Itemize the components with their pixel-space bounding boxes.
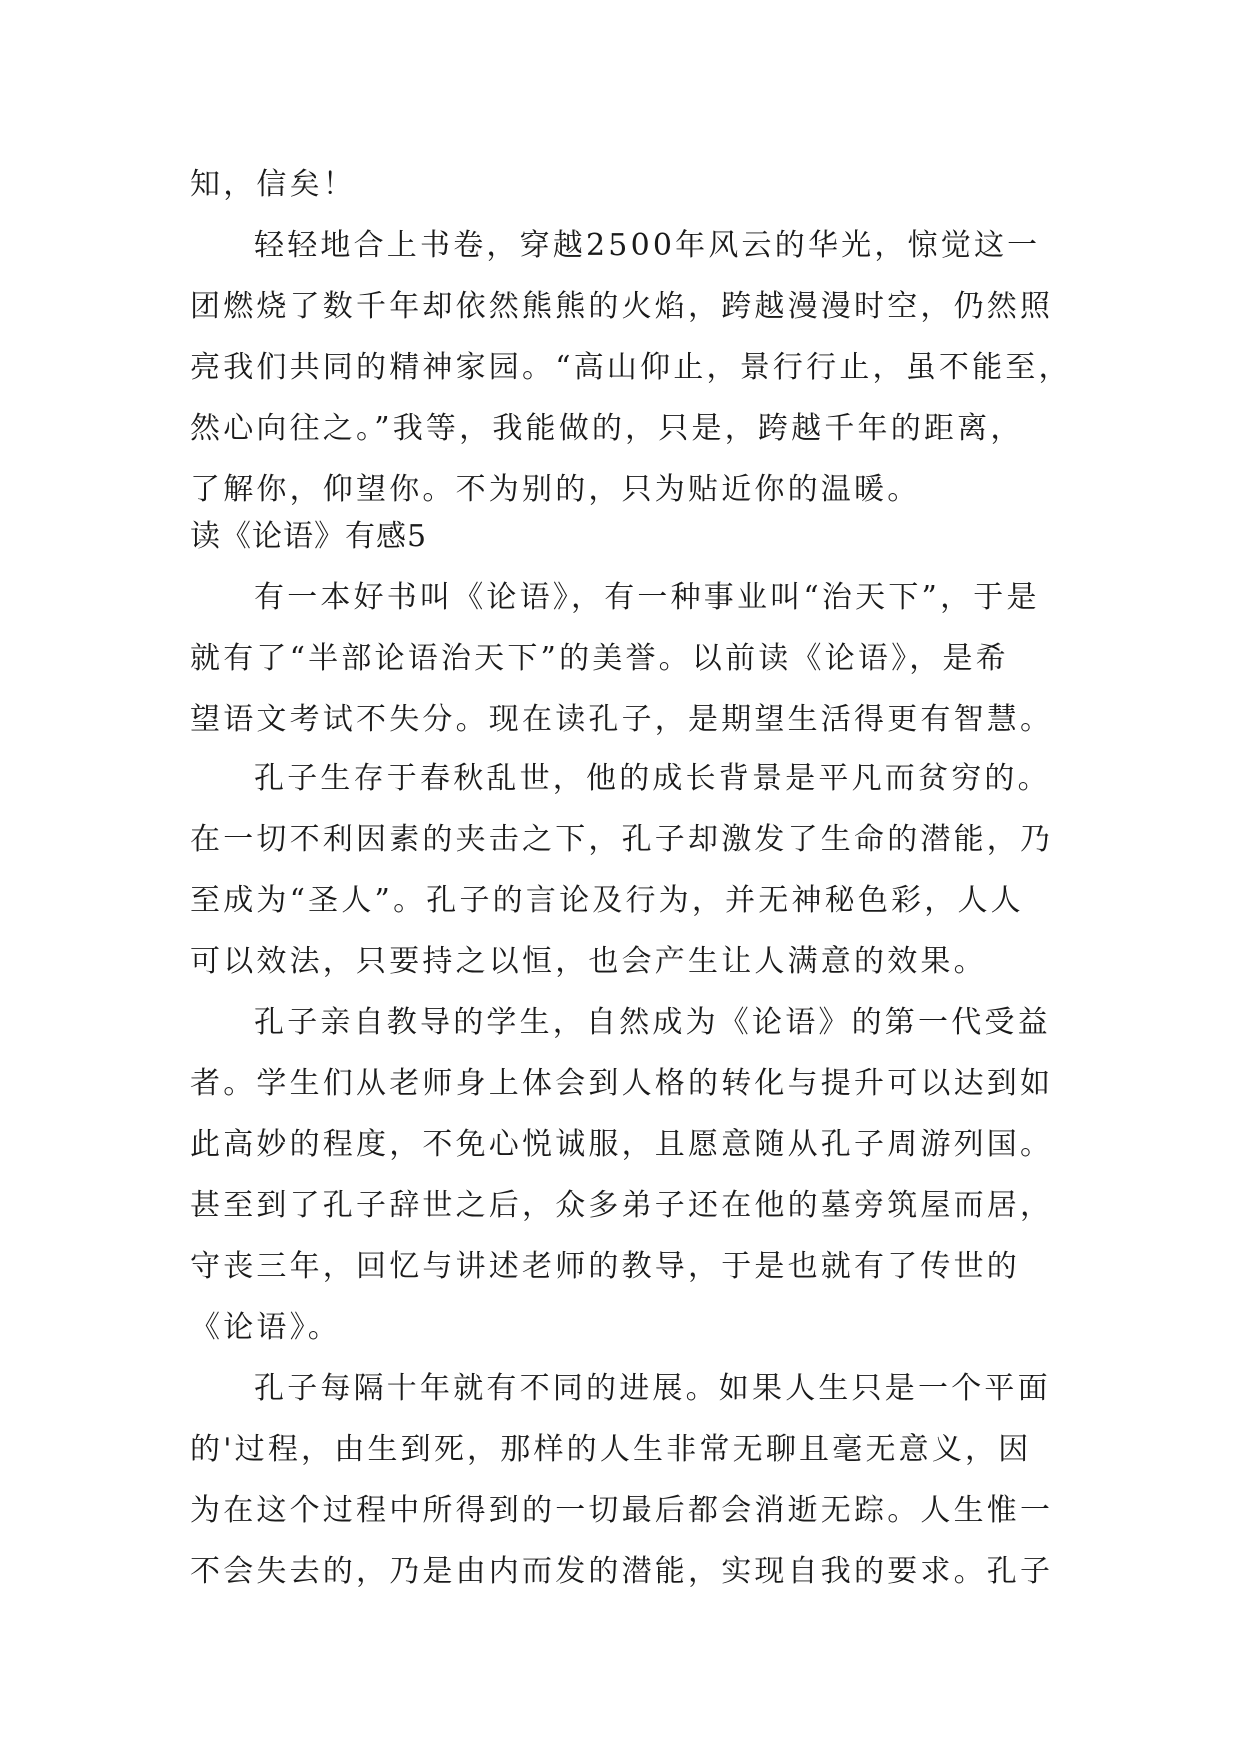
text-line: 知，信矣！ — [190, 167, 356, 202]
text-line: 为在这个过程中所得到的一切最后都会消逝无踪。人生惟一 — [190, 1493, 1054, 1528]
text-line: 的'过程，由生到死，那样的人生非常无聊且毫无意义，因 — [190, 1432, 1032, 1467]
paragraph-start-line: 轻轻地合上书卷，穿越2500年风云的华光，惊觉这一 — [254, 228, 1041, 263]
text-line: 不会失去的，乃是由内而发的潜能，实现自我的要求。孔子 — [190, 1554, 1054, 1589]
text-line: 团燃烧了数千年却依然熊熊的火焰，跨越漫漫时空，仍然照 — [190, 289, 1054, 324]
text-line: 守丧三年，回忆与讲述老师的教导，于是也就有了传世的 — [190, 1249, 1020, 1284]
text-line: 望语文考试不失分。现在读孔子，是期望生活得更有智慧。 — [190, 702, 1054, 737]
text-line: 《论语》。 — [190, 1310, 341, 1345]
text-line: 就有了“半部论语治天下”的美誉。以前读《论语》，是希 — [190, 641, 1009, 676]
text-line: 亮我们共同的精神家园。“高山仰止，景行行止，虽不能至， — [190, 350, 1072, 385]
text-line: 可以效法，只要持之以恒，也会产生让人满意的效果。 — [190, 944, 987, 979]
text-line: 了解你，仰望你。不为别的，只为贴近你的温暖。 — [190, 472, 921, 507]
text-line: 甚至到了孔子辞世之后，众多弟子还在他的墓旁筑屋而居， — [190, 1188, 1054, 1223]
text-line: 在一切不利因素的夹击之下，孔子却激发了生命的潜能，乃 — [190, 822, 1054, 857]
paragraph-start-line: 有一本好书叫《论语》，有一种事业叫“治天下”，于是 — [254, 580, 1040, 615]
text-line: 此高妙的程度，不免心悦诚服，且愿意随从孔子周游列国。 — [190, 1127, 1054, 1162]
section-heading: 读《论语》有感5 — [190, 519, 428, 554]
text-line: 者。学生们从老师身上体会到人格的转化与提升可以达到如 — [190, 1066, 1054, 1101]
paragraph-start-line: 孔子每隔十年就有不同的进展。如果人生只是一个平面 — [254, 1371, 1051, 1406]
text-line: 至成为“圣人”。孔子的言论及行为，并无神秘色彩，人人 — [190, 883, 1024, 918]
text-line: 然心向往之。”我等，我能做的，只是，跨越千年的距离， — [190, 411, 1024, 446]
paragraph-start-line: 孔子亲自教导的学生，自然成为《论语》的第一代受益 — [254, 1005, 1051, 1040]
paragraph-start-line: 孔子生存于春秋乱世，他的成长背景是平凡而贫穷的。 — [254, 761, 1051, 796]
